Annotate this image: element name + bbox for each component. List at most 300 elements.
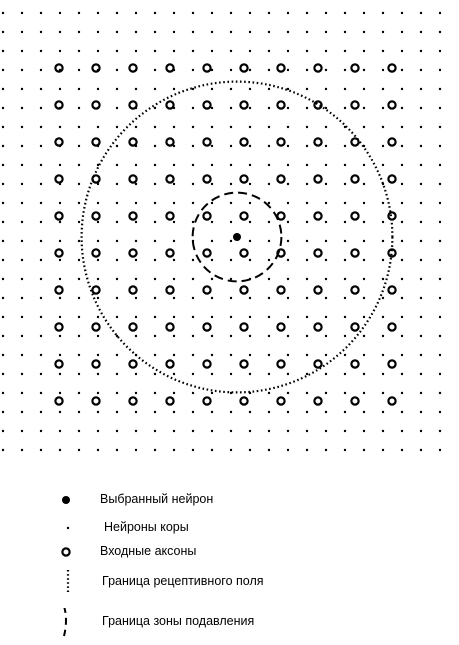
- cortex-neuron: [173, 240, 175, 242]
- cortex-neuron: [306, 449, 308, 451]
- cortex-neuron: [230, 50, 232, 52]
- cortex-neuron: [21, 183, 23, 185]
- cortex-neuron: [401, 202, 403, 204]
- cortex-neuron: [249, 316, 251, 318]
- cortex-neuron: [230, 69, 232, 71]
- cortex-neuron: [135, 335, 137, 337]
- cortex-neuron: [287, 107, 289, 109]
- cortex-neuron: [59, 221, 61, 223]
- cortex-neuron: [249, 12, 251, 14]
- cortex-neuron: [97, 50, 99, 52]
- input-axon: [92, 323, 99, 330]
- cortex-neuron: [97, 316, 99, 318]
- cortex-neuron: [249, 335, 251, 337]
- cortex-neuron: [59, 297, 61, 299]
- cortex-neuron: [116, 50, 118, 52]
- cortex-neuron: [173, 278, 175, 280]
- cortex-neuron: [363, 240, 365, 242]
- cortex-neuron: [211, 335, 213, 337]
- cortex-neuron: [173, 126, 175, 128]
- input-axon: [203, 138, 210, 145]
- cortex-neuron: [344, 164, 346, 166]
- cortex-neuron: [420, 183, 422, 185]
- input-axon: [240, 138, 247, 145]
- cortex-neuron: [325, 88, 327, 90]
- cortex-neuron: [116, 354, 118, 356]
- cortex-neuron: [211, 164, 213, 166]
- cortex-neuron: [173, 297, 175, 299]
- cortex-neuron: [154, 145, 156, 147]
- cortex-neuron: [382, 297, 384, 299]
- cortex-neuron: [116, 449, 118, 451]
- cortex-neuron: [135, 297, 137, 299]
- cortex-neuron: [21, 392, 23, 394]
- cortex-neuron: [230, 354, 232, 356]
- cortex-neuron: [249, 411, 251, 413]
- cortex-neuron: [382, 88, 384, 90]
- input-axon: [55, 249, 62, 256]
- cortex-neuron: [382, 126, 384, 128]
- input-axon: [240, 286, 247, 293]
- cortex-neuron: [325, 183, 327, 185]
- cortex-neuron: [287, 373, 289, 375]
- cortex-neuron: [97, 221, 99, 223]
- cortex-neuron: [287, 183, 289, 185]
- input-axon: [240, 101, 247, 108]
- cortex-neuron: [59, 430, 61, 432]
- cortex-neuron: [439, 259, 441, 261]
- cortex-neuron: [2, 392, 4, 394]
- cortex-neuron: [59, 164, 61, 166]
- cortex-neuron: [306, 107, 308, 109]
- cortex-neuron: [287, 354, 289, 356]
- cortex-neuron: [420, 449, 422, 451]
- cortex-neuron: [230, 430, 232, 432]
- cortex-neuron: [439, 240, 441, 242]
- cortex-neuron: [401, 126, 403, 128]
- cortex-neuron: [382, 164, 384, 166]
- input-axon: [129, 64, 136, 71]
- input-axon: [129, 249, 136, 256]
- cortex-neuron: [420, 221, 422, 223]
- cortex-neuron: [382, 335, 384, 337]
- cortex-neuron: [420, 411, 422, 413]
- cortex-neuron: [230, 259, 232, 261]
- cortex-neuron: [21, 126, 23, 128]
- input-axon: [55, 323, 62, 330]
- cortex-neuron: [211, 12, 213, 14]
- cortex-neuron: [325, 354, 327, 356]
- cortex-neuron: [420, 316, 422, 318]
- cortex-neuron: [2, 221, 4, 223]
- input-axon: [55, 138, 62, 145]
- cortex-neuron: [211, 373, 213, 375]
- input-axon: [55, 64, 62, 71]
- cortex-neuron: [211, 449, 213, 451]
- input-axon: [388, 397, 395, 404]
- cortex-neuron: [287, 12, 289, 14]
- cortex-neuron: [344, 183, 346, 185]
- input-axon: [240, 64, 247, 71]
- cortex-neuron: [2, 88, 4, 90]
- input-axon: [388, 360, 395, 367]
- cortex-neuron: [192, 259, 194, 261]
- cortex-neuron: [344, 107, 346, 109]
- cortex-neuron: [192, 297, 194, 299]
- cortex-neuron: [363, 164, 365, 166]
- cortex-neuron: [135, 430, 137, 432]
- cortex-neuron: [78, 373, 80, 375]
- cortex-neuron: [325, 31, 327, 33]
- cortex-neuron: [135, 126, 137, 128]
- input-axon: [314, 64, 321, 71]
- cortex-neuron: [116, 31, 118, 33]
- legend-label-receptive-field-boundary: Граница рецептивного поля: [102, 574, 264, 588]
- cortex-neuron: [439, 411, 441, 413]
- cortex-neuron: [21, 31, 23, 33]
- input-axon: [314, 212, 321, 219]
- legend-item-input-axon: [0, 538, 459, 568]
- input-axon: [92, 64, 99, 71]
- cortex-neuron: [2, 107, 4, 109]
- cortex-neuron: [173, 259, 175, 261]
- cortex-neuron: [230, 373, 232, 375]
- cortex-neuron: [325, 69, 327, 71]
- cortex-neuron: [439, 164, 441, 166]
- input-axon: [166, 249, 173, 256]
- cortex-neuron: [287, 335, 289, 337]
- cortex-neuron: [268, 259, 270, 261]
- cortex-neuron: [2, 316, 4, 318]
- cortex-neuron: [173, 221, 175, 223]
- cortex-neuron: [287, 221, 289, 223]
- cortex-neuron: [78, 240, 80, 242]
- input-axon: [277, 175, 284, 182]
- cortex-neuron: [420, 202, 422, 204]
- cortex-neuron: [40, 335, 42, 337]
- cortex-neuron: [363, 221, 365, 223]
- input-axon: [351, 286, 358, 293]
- cortex-neuron: [21, 354, 23, 356]
- cortex-neuron: [325, 12, 327, 14]
- cortex-neuron: [192, 316, 194, 318]
- cortex-neuron: [21, 69, 23, 71]
- cortex-neuron: [268, 12, 270, 14]
- cortex-neuron: [211, 126, 213, 128]
- cortex-neuron: [59, 240, 61, 242]
- input-axon: [92, 101, 99, 108]
- input-axon: [55, 397, 62, 404]
- legend: [0, 480, 459, 645]
- cortex-neuron: [439, 373, 441, 375]
- cortex-neuron: [249, 373, 251, 375]
- cortex-neuron: [192, 69, 194, 71]
- cortex-neuron: [439, 145, 441, 147]
- cortex-neuron: [40, 50, 42, 52]
- cortex-neuron: [59, 335, 61, 337]
- cortex-neuron: [287, 50, 289, 52]
- cortex-neuron: [116, 202, 118, 204]
- cortex-neuron: [325, 145, 327, 147]
- input-axon: [351, 212, 358, 219]
- cortex-neuron: [420, 126, 422, 128]
- cortex-neuron: [78, 430, 80, 432]
- cortex-neuron: [78, 221, 80, 223]
- cortex-neuron: [192, 392, 194, 394]
- cortex-neuron: [439, 126, 441, 128]
- cortex-neuron: [116, 335, 118, 337]
- cortex-neuron: [325, 107, 327, 109]
- cortex-neuron: [21, 88, 23, 90]
- cortex-neuron: [363, 430, 365, 432]
- cortex-neuron: [2, 145, 4, 147]
- cortex-neuron: [230, 449, 232, 451]
- cortex-neuron: [306, 145, 308, 147]
- cortex-neuron: [382, 316, 384, 318]
- cortex-neuron: [420, 392, 422, 394]
- cortex-neuron: [325, 430, 327, 432]
- cortex-neuron: [211, 297, 213, 299]
- cortex-neuron: [268, 50, 270, 52]
- input-axon-grid: [55, 64, 395, 404]
- cortex-neuron: [154, 259, 156, 261]
- legend-item-receptive-field-boundary: [0, 568, 459, 598]
- cortex-neuron: [287, 126, 289, 128]
- cortex-neuron: [211, 411, 213, 413]
- cortex-neuron: [249, 145, 251, 147]
- cortex-neuron: [382, 411, 384, 413]
- cortex-neuron: [325, 316, 327, 318]
- cortex-neuron: [173, 183, 175, 185]
- selected-neuron-layer: [233, 233, 241, 241]
- cortex-neuron: [21, 240, 23, 242]
- cortex-neuron: [401, 392, 403, 394]
- input-axon: [314, 249, 321, 256]
- cortex-neuron: [268, 449, 270, 451]
- cortex-neuron: [40, 164, 42, 166]
- cortex-neuron: [439, 221, 441, 223]
- cortex-neuron: [325, 221, 327, 223]
- cortex-neuron: [401, 183, 403, 185]
- legend-label-cortex-neuron: Нейроны коры: [104, 520, 189, 534]
- cortex-neuron: [2, 278, 4, 280]
- cortex-neuron: [268, 145, 270, 147]
- legend-item-inhibition-zone-boundary: [0, 608, 459, 638]
- cortex-neuron: [363, 107, 365, 109]
- cortex-neuron: [59, 259, 61, 261]
- cortex-neuron: [230, 12, 232, 14]
- cortex-neuron: [97, 430, 99, 432]
- cortex-neuron: [439, 278, 441, 280]
- cortex-neuron: [306, 259, 308, 261]
- cortex-neuron: [268, 183, 270, 185]
- cortex-neuron: [401, 335, 403, 337]
- input-axon: [129, 138, 136, 145]
- cortex-neuron: [306, 126, 308, 128]
- cortex-neuron: [40, 297, 42, 299]
- cortex-neuron: [59, 354, 61, 356]
- cortex-neuron: [173, 316, 175, 318]
- cortex-neuron: [211, 430, 213, 432]
- cortex-neuron: [344, 50, 346, 52]
- cortex-neuron: [268, 240, 270, 242]
- cortex-neuron: [268, 31, 270, 33]
- cortex-neuron: [21, 278, 23, 280]
- cortex-neuron: [154, 164, 156, 166]
- cortex-neuron: [344, 69, 346, 71]
- cortex-neuron: [173, 31, 175, 33]
- legend-label-selected-neuron: Выбранный нейрон: [100, 492, 214, 506]
- input-axon: [92, 212, 99, 219]
- cortex-neuron: [116, 107, 118, 109]
- cortex-neuron: [21, 373, 23, 375]
- cortex-neuron: [78, 449, 80, 451]
- cortex-neuron: [135, 240, 137, 242]
- cortex-neuron: [97, 335, 99, 337]
- cortex-neuron: [211, 221, 213, 223]
- cortex-neuron: [287, 31, 289, 33]
- cortex-neuron: [135, 373, 137, 375]
- input-axon: [388, 323, 395, 330]
- cortex-neuron: [173, 373, 175, 375]
- cortex-neuron: [363, 126, 365, 128]
- cortex-neuron: [78, 202, 80, 204]
- cortex-neuron: [135, 31, 137, 33]
- cortex-neuron: [40, 430, 42, 432]
- cortex-neuron: [21, 430, 23, 432]
- cortex-neuron: [40, 145, 42, 147]
- input-axon: [351, 175, 358, 182]
- cortex-neuron: [230, 164, 232, 166]
- cortex-neuron: [97, 240, 99, 242]
- cortex-neuron: [287, 411, 289, 413]
- cortex-neuron: [344, 31, 346, 33]
- input-axon: [129, 175, 136, 182]
- cortex-neuron: [40, 69, 42, 71]
- cortex-neuron: [325, 373, 327, 375]
- cortex-neuron: [97, 278, 99, 280]
- cortex-neuron: [116, 240, 118, 242]
- cortex-neuron: [344, 316, 346, 318]
- cortex-neuron: [211, 392, 213, 394]
- cortex-neuron: [192, 88, 194, 90]
- input-axon: [203, 286, 210, 293]
- input-axon: [277, 64, 284, 71]
- cortex-neuron: [230, 145, 232, 147]
- input-axon: [203, 360, 210, 367]
- input-axon: [55, 360, 62, 367]
- cortex-neuron: [363, 411, 365, 413]
- cortex-neuron: [59, 12, 61, 14]
- cortex-neuron: [439, 50, 441, 52]
- cortex-neuron: [363, 297, 365, 299]
- cortex-neuron: [2, 69, 4, 71]
- input-axon: [92, 286, 99, 293]
- cortex-neuron: [59, 31, 61, 33]
- cortex-neuron: [192, 31, 194, 33]
- cortex-neuron: [268, 126, 270, 128]
- cortex-neuron: [59, 126, 61, 128]
- cortex-neuron: [268, 354, 270, 356]
- cortex-neuron: [173, 430, 175, 432]
- cortex-neuron: [40, 88, 42, 90]
- cortex-neuron: [230, 88, 232, 90]
- cortex-neuron: [173, 392, 175, 394]
- cortex-neuron: [211, 354, 213, 356]
- cortex-neuron: [439, 202, 441, 204]
- cortex-neuron: [382, 354, 384, 356]
- input-axon: [314, 323, 321, 330]
- cortex-neuron: [249, 50, 251, 52]
- receptive-field-boundary-icon: [50, 568, 86, 598]
- cortex-neuron: [363, 316, 365, 318]
- legend-item-selected-neuron: [0, 486, 459, 516]
- cortex-neuron: [363, 202, 365, 204]
- cortex-neuron: [173, 354, 175, 356]
- cortex-neuron: [401, 145, 403, 147]
- cortex-neuron: [325, 240, 327, 242]
- cortex-neuron: [40, 278, 42, 280]
- cortex-neuron: [192, 12, 194, 14]
- input-axon: [277, 323, 284, 330]
- cortex-neuron: [249, 221, 251, 223]
- cortex-neuron: [401, 107, 403, 109]
- cortex-neuron: [2, 12, 4, 14]
- cortex-neuron: [230, 411, 232, 413]
- cortex-neuron: [135, 221, 137, 223]
- cortex-neuron: [154, 316, 156, 318]
- cortex-neuron: [306, 430, 308, 432]
- cortex-neuron: [2, 240, 4, 242]
- input-axon: [129, 212, 136, 219]
- cortex-neuron: [401, 316, 403, 318]
- cortex-neuron: [116, 430, 118, 432]
- cortex-neuron: [420, 240, 422, 242]
- cortex-neuron: [325, 50, 327, 52]
- cortex-neuron: [325, 335, 327, 337]
- input-axon: [351, 249, 358, 256]
- cortex-neuron: [306, 221, 308, 223]
- cortex-neuron: [249, 31, 251, 33]
- cortex-neuron: [192, 50, 194, 52]
- cortex-neuron: [116, 164, 118, 166]
- cortex-neuron: [173, 88, 175, 90]
- cortex-neuron: [40, 411, 42, 413]
- input-axon: [388, 101, 395, 108]
- cortex-neuron: [363, 183, 365, 185]
- cortex-neuron: [287, 259, 289, 261]
- cortex-neuron: [59, 392, 61, 394]
- cortex-neuron: [363, 278, 365, 280]
- cortex-neuron: [306, 297, 308, 299]
- cortex-neuron: [268, 69, 270, 71]
- cortex-neuron: [420, 278, 422, 280]
- cortex-neuron: [173, 335, 175, 337]
- cortex-neuron: [192, 221, 194, 223]
- cortex-neuron: [230, 240, 232, 242]
- input-axon: [166, 101, 173, 108]
- cortex-neuron: [344, 411, 346, 413]
- cortex-neuron: [116, 69, 118, 71]
- input-axon: [166, 397, 173, 404]
- cortex-neuron: [325, 278, 327, 280]
- cortex-neuron: [363, 354, 365, 356]
- cortex-neuron: [78, 183, 80, 185]
- cortex-neuron: [154, 240, 156, 242]
- cortex-neuron: [21, 12, 23, 14]
- cortex-neuron: [382, 392, 384, 394]
- cortex-neuron: [211, 88, 213, 90]
